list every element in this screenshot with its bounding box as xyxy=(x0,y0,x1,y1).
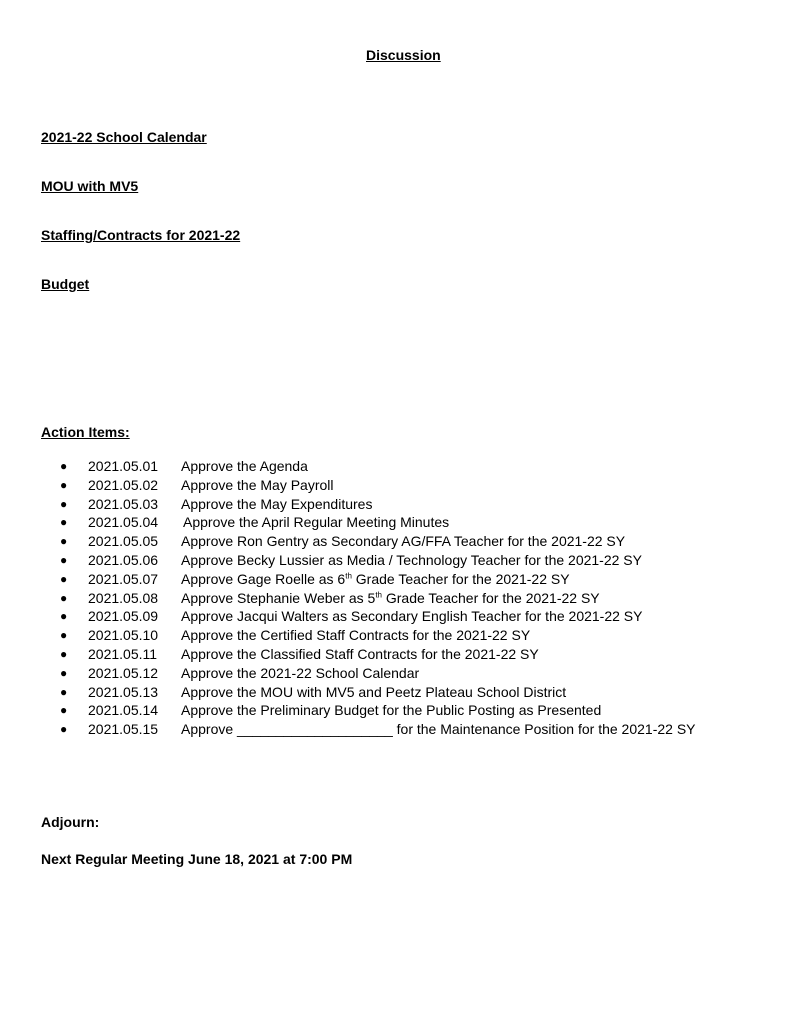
item-text-wrap xyxy=(181,720,696,739)
item-text: Approve ____________________ for the Maintenance Position for the 2021-22 SY xyxy=(181,721,696,738)
item-text: Approve the 2021-22 School Calendar xyxy=(181,664,420,681)
next-meeting: Next Regular Meeting June 18, 2021 at 7:00 PM xyxy=(41,851,353,867)
item-text-wrap xyxy=(181,589,600,608)
discussion-item: 2021-22 School Calendar xyxy=(41,129,207,145)
item-text-wrap xyxy=(181,645,539,664)
item-number: 2021.05.09 xyxy=(88,608,159,625)
item-text-wrap xyxy=(181,701,601,720)
item-number: 2021.05.13 xyxy=(88,683,159,700)
bullet-icon: ● xyxy=(60,590,68,605)
bullet-icon: ● xyxy=(60,534,68,549)
item-sup: th xyxy=(375,589,382,599)
item-text-wrap xyxy=(181,551,642,570)
bullet-icon: ● xyxy=(60,571,68,586)
item-number: 2021.05.07 xyxy=(88,570,159,587)
bullet-icon: ● xyxy=(60,496,68,511)
item-text-wrap xyxy=(181,607,642,626)
item-text-wrap xyxy=(181,626,530,645)
item-number: 2021.05.02 xyxy=(88,476,159,493)
page-title: Discussion xyxy=(366,47,441,63)
item-text: Approve Stephanie Weber as 5 xyxy=(181,589,376,606)
item-text: Approve the MOU with MV5 and Peetz Plateau School District xyxy=(181,683,567,700)
item-text-wrap xyxy=(181,532,625,551)
item-text: Approve Ron Gentry as Secondary AG/FFA Teacher for the 2021-22 SY xyxy=(181,533,626,550)
item-text: Approve the Classified Staff Contracts for the 2021-22 SY xyxy=(181,645,539,662)
item-text: Approve the Certified Staff Contracts for the 2021-22 SY xyxy=(181,627,531,644)
discussion-item: Budget xyxy=(41,276,90,292)
item-text: Approve Gage Roelle as 6 xyxy=(181,570,346,587)
item-text-wrap xyxy=(181,683,566,702)
item-number: 2021.05.05 xyxy=(88,533,159,550)
item-text: Approve the Agenda xyxy=(181,458,308,474)
item-text: Approve the April Regular Meeting Minutes xyxy=(183,514,450,531)
item-number: 2021.05.15 xyxy=(88,721,159,738)
item-number: 2021.05.14 xyxy=(88,702,159,719)
bullet-icon: ● xyxy=(60,477,68,492)
bullet-icon: ● xyxy=(60,646,68,661)
action-items-heading: Action Items: xyxy=(41,424,130,440)
bullet-icon: ● xyxy=(60,628,68,643)
item-text-wrap xyxy=(183,513,449,532)
item-number: 2021.05.12 xyxy=(88,664,159,681)
item-text: Approve the May Payroll xyxy=(181,476,334,493)
bullet-icon: ● xyxy=(60,703,68,718)
bullet-icon: ● xyxy=(60,515,68,530)
bullet-icon: ● xyxy=(60,684,68,699)
item-text-after: Grade Teacher for the 2021-22 SY xyxy=(381,589,600,606)
item-text: Approve the May Expenditures xyxy=(181,495,373,512)
item-number: 2021.05.06 xyxy=(88,551,159,568)
item-text-wrap xyxy=(181,495,372,514)
item-text-after: Grade Teacher for the 2021-22 SY xyxy=(351,570,570,587)
bullet-icon: ● xyxy=(60,552,68,567)
bullet-icon: ● xyxy=(60,609,68,624)
item-text-wrap xyxy=(181,570,570,589)
item-text: Approve Becky Lussier as Media / Technology Teacher for the 2021-22 SY xyxy=(181,551,642,568)
item-number: 2021.05.11 xyxy=(88,645,158,662)
item-number: 2021.05.01 xyxy=(88,458,159,474)
item-text-wrap xyxy=(181,457,308,476)
bullet-icon: ● xyxy=(60,722,68,737)
discussion-item: MOU with MV5 xyxy=(41,178,139,194)
item-number: 2021.05.03 xyxy=(88,495,159,512)
item-text: Approve Jacqui Walters as Secondary English Teacher for the 2021-22 SY xyxy=(181,608,643,625)
item-number: 2021.05.08 xyxy=(88,589,159,606)
item-text-wrap xyxy=(181,664,419,683)
item-number: 2021.05.04 xyxy=(88,514,159,531)
bullet-icon: ● xyxy=(60,665,68,680)
bullet-icon: ● xyxy=(60,459,68,473)
item-sup: th xyxy=(345,571,352,581)
item-number: 2021.05.10 xyxy=(88,627,159,644)
item-text-wrap xyxy=(181,476,334,495)
discussion-item: Staffing/Contracts for 2021-22 xyxy=(41,227,241,243)
item-text: Approve the Preliminary Budget for the Public Posting as Presented xyxy=(181,702,602,719)
adjourn-label: Adjourn: xyxy=(41,814,100,830)
